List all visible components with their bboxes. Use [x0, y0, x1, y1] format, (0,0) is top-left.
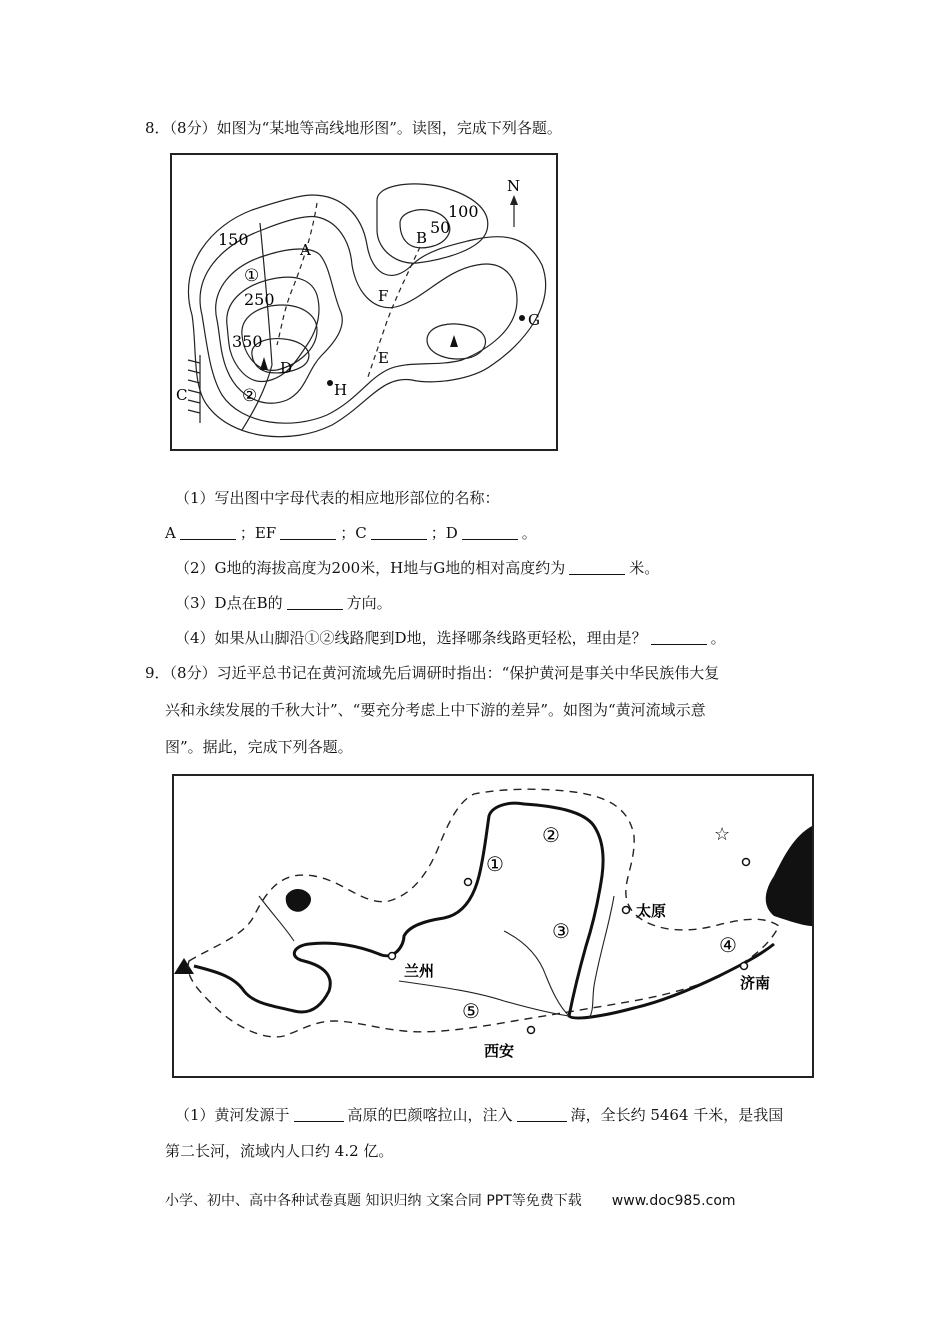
- city-label-lanzhou: 兰州: [404, 962, 435, 980]
- contour-250: [216, 249, 343, 403]
- q9-sub1-c: 海，全长约 5464 千米，是我国: [570, 1106, 784, 1124]
- point-g-dot: [519, 315, 525, 321]
- q9-sub1-line2: 第二长河，流域内人口约 4.2 亿。: [165, 1142, 394, 1160]
- q8-sub1-answers: [165, 522, 537, 544]
- q8-number: 8．: [145, 119, 170, 137]
- city-dot-north: [743, 859, 750, 866]
- city-dot-lanzhou: [389, 953, 396, 960]
- tributary-wei: [399, 981, 569, 1016]
- cliff-hatching: [188, 355, 200, 423]
- city-dot-xian: [528, 1027, 535, 1034]
- yellow-river-main: [194, 803, 774, 1018]
- q8-sub1-ef: ；EF: [239, 524, 277, 542]
- map-marker-5: ⑤: [462, 999, 480, 1023]
- letter-c: C: [176, 386, 188, 404]
- answer-blank-a[interactable]: [180, 525, 236, 540]
- north-label: N: [507, 177, 521, 195]
- north-arrow-head: [510, 195, 518, 205]
- q8-sub3: [175, 592, 392, 614]
- q8-sub4: [175, 627, 726, 649]
- q8-sub4-prefix: （4）如果从山脚沿①②线路爬到D地，选择哪条线路更轻松，理由是？: [175, 629, 647, 647]
- letter-a: A: [300, 241, 311, 259]
- contour-map: [172, 155, 556, 449]
- city-dot-upper: [465, 879, 472, 886]
- city-label-xian: 西安: [484, 1042, 515, 1060]
- page-footer: [165, 1190, 736, 1210]
- letter-e: E: [378, 349, 389, 367]
- map-marker-2: ②: [542, 823, 560, 847]
- map-marker-4: ④: [719, 933, 737, 957]
- city-dot-jinan: [741, 963, 748, 970]
- letter-b: B: [416, 229, 428, 247]
- footer-url[interactable]: www.doc985.com: [611, 1193, 736, 1209]
- q9-line1-text: （8分）习近平总书记在黄河流域先后调研时指出：“保护黄河是事关中华民族伟大复: [169, 664, 720, 682]
- answer-blank-sub3[interactable]: [287, 595, 343, 610]
- q9-line3: 图”。据此，完成下列各题。: [165, 738, 353, 756]
- contour-label-150: 150: [218, 230, 249, 249]
- answer-blank-sea[interactable]: [517, 1107, 567, 1122]
- lake-area: [286, 889, 311, 912]
- sea-area: [766, 826, 812, 926]
- route-marker-2: ②: [242, 386, 258, 406]
- q9-line1: [145, 662, 719, 684]
- map-marker-1: ①: [486, 852, 504, 876]
- letter-d: D: [280, 359, 293, 377]
- map-marker-3: ③: [552, 919, 570, 943]
- answer-blank-plateau[interactable]: [294, 1107, 344, 1122]
- letter-g: G: [528, 311, 540, 329]
- dashed-ridge-line: [277, 203, 317, 345]
- basin-boundary-dashed: [188, 789, 779, 1037]
- letter-h: H: [334, 381, 348, 399]
- contour-label-350: 350: [232, 332, 263, 351]
- q9-number: 9．: [145, 664, 170, 682]
- answer-blank-d[interactable]: [462, 525, 518, 540]
- q8-sub2-suffix: 米。: [629, 559, 660, 577]
- answer-blank-sub2[interactable]: [569, 560, 625, 575]
- q9-sub1-a: （1）黄河发源于: [175, 1106, 290, 1124]
- point-h-dot: [327, 380, 333, 386]
- q8-sub3-prefix: （3）D点在B的: [175, 594, 283, 612]
- q8-stem-line: [145, 117, 562, 139]
- letter-f: F: [378, 287, 389, 305]
- contour-label-100: 100: [448, 202, 479, 221]
- q8-sub1-end: 。: [521, 524, 537, 542]
- q8-sub1-stem: （1）写出图中字母代表的相应地形部位的名称：: [175, 489, 500, 507]
- peak-symbol-east: [450, 335, 458, 347]
- q8-sub2: [175, 557, 659, 579]
- q8-sub4-suffix: 。: [710, 629, 726, 647]
- q9-line2: 兴和永续发展的千秋大计”、“要充分考虑上中下游的差异”。如图为“黄河流域示意: [165, 701, 706, 719]
- q8-sub3-suffix: 方向。: [346, 594, 392, 612]
- footer-text: 小学、初中、高中各种试卷真题 知识归纳 文案合同 PPT等免费下载: [165, 1193, 582, 1209]
- yellow-river-map: [174, 776, 812, 1076]
- city-dot-taiyuan: [623, 907, 630, 914]
- q9-sub1-b: 高原的巴颜喀拉山，注入: [347, 1106, 513, 1124]
- city-label-taiyuan: 太原: [636, 902, 667, 920]
- q8-sub2-prefix: （2）G地的海拔高度为200米，H地与G地的相对高度约为: [175, 559, 566, 577]
- q8-sub1-a: A: [165, 524, 176, 542]
- q9-sub1-line1: [175, 1104, 783, 1126]
- peak-symbol-d: [260, 357, 268, 370]
- q8-sub1-c: ；C: [340, 524, 367, 542]
- contour-label-250: 250: [244, 290, 275, 309]
- tributary-fen: [589, 896, 614, 1018]
- answer-blank-sub4[interactable]: [651, 630, 707, 645]
- q8-sub1-d: ；D: [430, 524, 458, 542]
- answer-blank-ef[interactable]: [280, 525, 336, 540]
- q8-stem: （8分）如图为“某地等高线地形图”。读图，完成下列各题。: [169, 119, 562, 137]
- route-marker-1: ①: [244, 266, 260, 286]
- yellow-river-map-figure: [172, 774, 814, 1078]
- city-label-jinan: 济南: [740, 974, 771, 992]
- star-symbol: ☆: [714, 824, 731, 845]
- contour-map-figure: [170, 153, 558, 451]
- contour-label-50: 50: [430, 218, 451, 237]
- answer-blank-c[interactable]: [371, 525, 427, 540]
